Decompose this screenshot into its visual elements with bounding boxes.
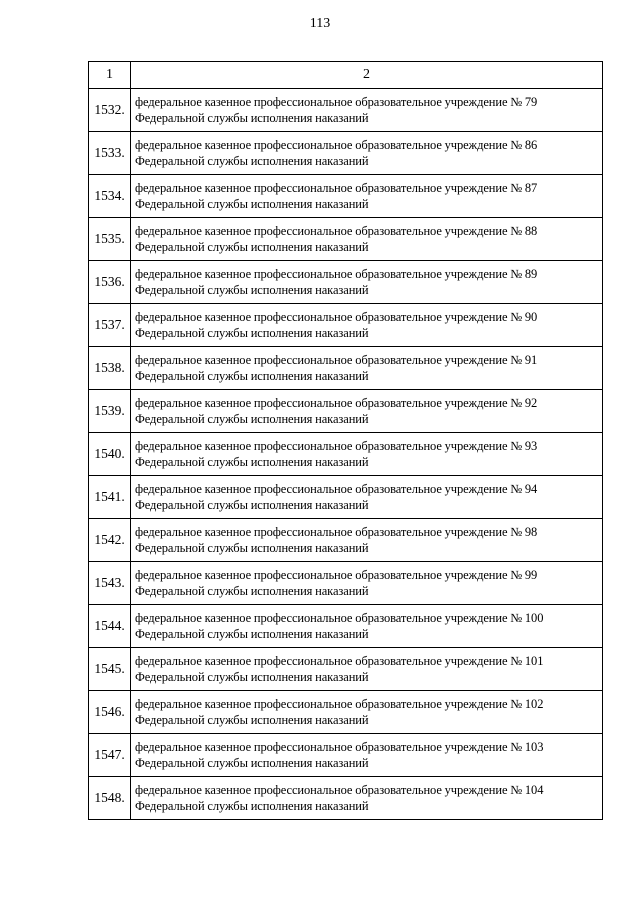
table-row [89,89,603,132]
institution-name-line: федеральное казенное профессиональное образовательное учреждение № 94 [135,482,538,496]
column-header-number: 1 [89,62,131,89]
table-row [89,390,603,433]
institution-name-cell [131,519,603,562]
row-number: 1547. [89,734,131,777]
institution-name-line: федеральное казенное профессиональное образовательное учреждение № 93 [135,439,538,453]
row-number: 1539. [89,390,131,433]
row-number: 1546. [89,691,131,734]
institutions-table [88,61,603,820]
institution-authority-line: Федеральной службы исполнения наказаний [135,498,369,512]
table-row [89,476,603,519]
institution-name-line: федеральное казенное профессиональное образовательное учреждение № 88 [135,224,538,238]
institution-authority-line: Федеральной службы исполнения наказаний [135,627,369,641]
table-row [89,648,603,691]
institution-authority-line: Федеральной службы исполнения наказаний [135,283,369,297]
row-number: 1544. [89,605,131,648]
institution-authority-line: Федеральной службы исполнения наказаний [135,455,369,469]
institution-name-line: федеральное казенное профессиональное образовательное учреждение № 89 [135,267,538,281]
table-row [89,691,603,734]
institution-name-line: федеральное казенное профессиональное образовательное учреждение № 91 [135,353,538,367]
institution-name-cell [131,89,603,132]
table-row [89,562,603,605]
institution-authority-line: Федеральной службы исполнения наказаний [135,412,369,426]
row-number: 1535. [89,218,131,261]
table-row [89,734,603,777]
table-row [89,433,603,476]
institution-authority-line: Федеральной службы исполнения наказаний [135,240,369,254]
institution-authority-line: Федеральной службы исполнения наказаний [135,713,369,727]
row-number: 1542. [89,519,131,562]
institution-name-cell [131,261,603,304]
institution-authority-line: Федеральной службы исполнения наказаний [135,154,369,168]
institution-authority-line: Федеральной службы исполнения наказаний [135,756,369,770]
row-number: 1536. [89,261,131,304]
page-number: 113 [309,16,331,31]
table-row [89,261,603,304]
row-number: 1541. [89,476,131,519]
institution-name-cell [131,390,603,433]
institution-name-cell [131,562,603,605]
institution-name-line: федеральное казенное профессиональное образовательное учреждение № 92 [135,396,538,410]
table-row [89,519,603,562]
institution-authority-line: Федеральной службы исполнения наказаний [135,326,369,340]
table-header-row [89,62,603,89]
institution-name-line: федеральное казенное профессиональное образовательное учреждение № 101 [135,654,544,668]
table-row [89,175,603,218]
institution-name-line: федеральное казенное профессиональное образовательное учреждение № 99 [135,568,538,582]
table-row [89,777,603,820]
institution-name-cell [131,132,603,175]
row-number: 1538. [89,347,131,390]
row-number: 1532. [89,89,131,132]
row-number: 1534. [89,175,131,218]
institution-authority-line: Федеральной службы исполнения наказаний [135,541,369,555]
institution-name-cell [131,734,603,777]
institution-name-cell [131,218,603,261]
institution-authority-line: Федеральной службы исполнения наказаний [135,369,369,383]
table-body [89,62,603,820]
institution-name-cell [131,304,603,347]
table-row [89,218,603,261]
institution-name-line: федеральное казенное профессиональное образовательное учреждение № 98 [135,525,538,539]
row-number: 1543. [89,562,131,605]
row-number: 1548. [89,777,131,820]
row-number: 1545. [89,648,131,691]
institution-name-cell [131,347,603,390]
institution-name-cell [131,691,603,734]
column-header-name: 2 [131,62,603,89]
institution-authority-line: Федеральной службы исполнения наказаний [135,197,369,211]
institution-name-cell [131,433,603,476]
institution-name-line: федеральное казенное профессиональное образовательное учреждение № 102 [135,697,544,711]
institution-name-cell [131,648,603,691]
institution-name-cell [131,605,603,648]
institution-authority-line: Федеральной службы исполнения наказаний [135,799,369,813]
institution-name-line: федеральное казенное профессиональное образовательное учреждение № 103 [135,740,544,754]
institution-name-cell [131,175,603,218]
row-number: 1537. [89,304,131,347]
institution-authority-line: Федеральной службы исполнения наказаний [135,584,369,598]
table-row [89,132,603,175]
institution-name-line: федеральное казенное профессиональное образовательное учреждение № 79 [135,95,538,109]
institution-name-line: федеральное казенное профессиональное образовательное учреждение № 87 [135,181,538,195]
table-row [89,347,603,390]
institution-authority-line: Федеральной службы исполнения наказаний [135,670,369,684]
institution-name-line: федеральное казенное профессиональное образовательное учреждение № 86 [135,138,538,152]
table-row [89,605,603,648]
institution-name-line: федеральное казенное профессиональное образовательное учреждение № 100 [135,611,544,625]
institution-name-cell [131,777,603,820]
institution-name-line: федеральное казенное профессиональное образовательное учреждение № 104 [135,783,544,797]
table-row [89,304,603,347]
institution-authority-line: Федеральной службы исполнения наказаний [135,111,369,125]
row-number: 1533. [89,132,131,175]
row-number: 1540. [89,433,131,476]
institution-name-line: федеральное казенное профессиональное образовательное учреждение № 90 [135,310,538,324]
institution-name-cell [131,476,603,519]
